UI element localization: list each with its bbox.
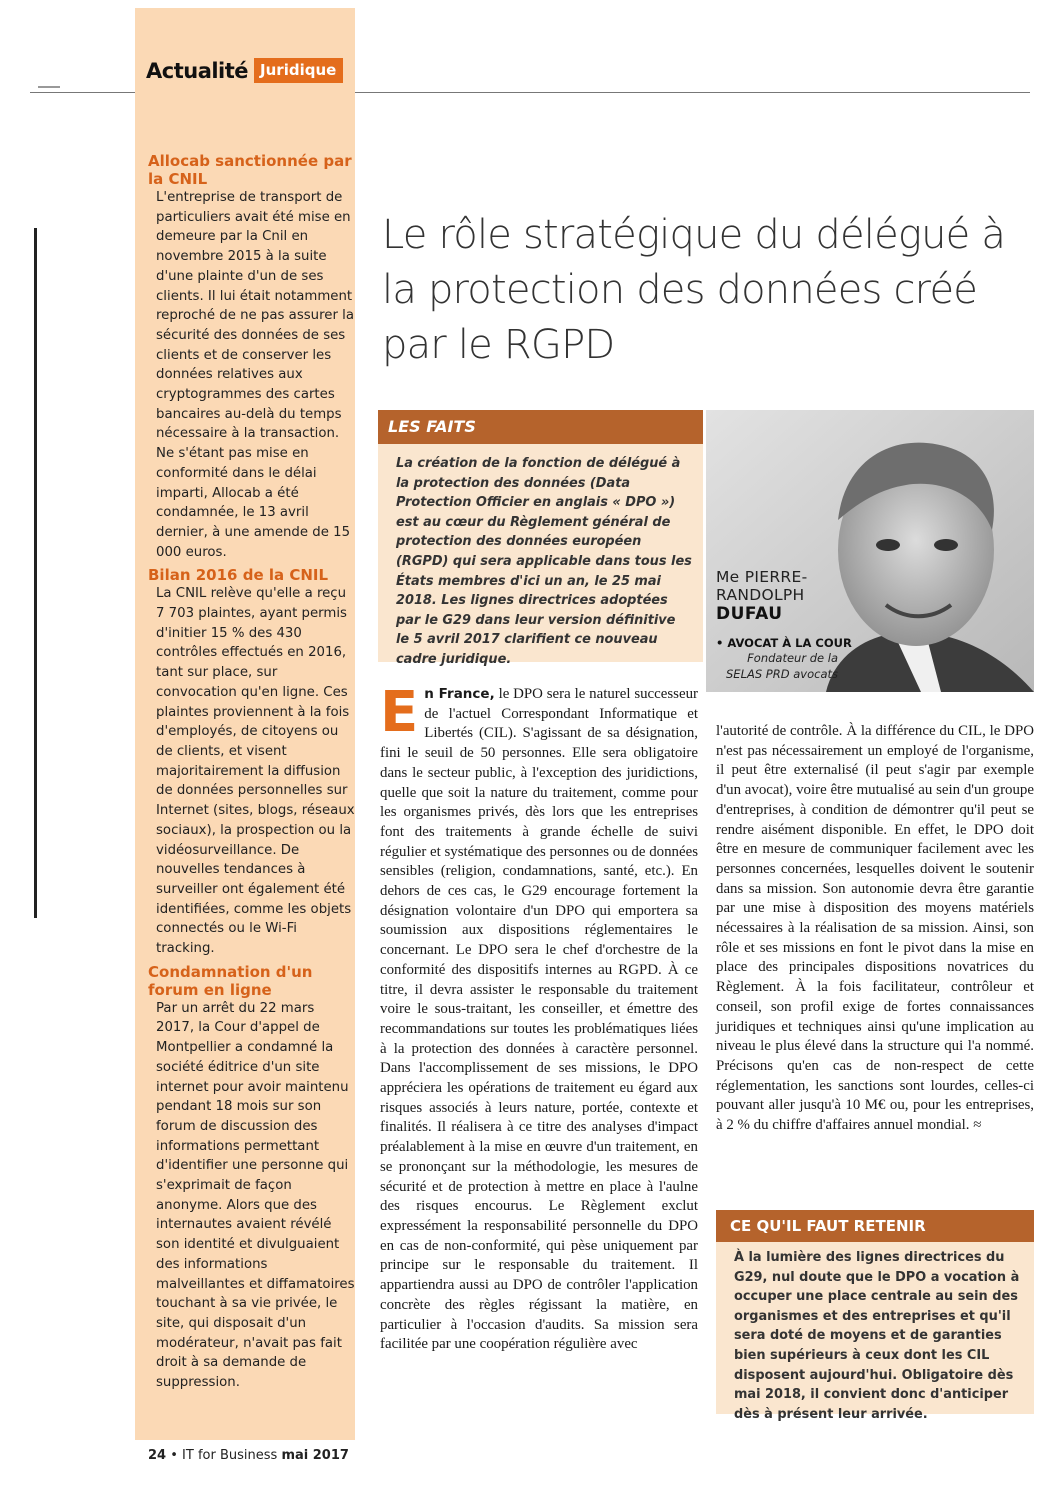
retenir-heading: CE QU'IL FAUT RETENIR — [716, 1210, 1034, 1242]
faits-text: La création de la fonction de délégué à la protection des données (Data Protection Officier en anglais « DPO ») est au cœur du Règlement général de protection des données européen (RGPD) qui sera applicable dans tous les États membres d'ici un an, le 25 mai 2018. Les lignes directrices adoptées par le G29 dans leur version définitive le 5 avril 2017 clarifient ce nouveau cadre juridique. — [378, 444, 703, 662]
section-tag: Juridique — [254, 58, 343, 83]
scan-mark — [38, 86, 60, 88]
author-caption — [716, 568, 852, 682]
author-firstname-2: RANDOLPH — [716, 586, 805, 604]
lead-in: n France, — [424, 686, 495, 702]
news-text: L'entreprise de transport de particuliers avait été mise en demeure par la Cnil en novembre 2015 à la suite d'une plainte d'un de ses clients. Il lui était notamment reproché de ne pas assurer la sécurité des données de ses clients et de conserver les données relatives aux cryptogrammes des cartes bancaires au-delà du temps nécessaire à la transaction. Ne s'étant pas mise en conformité dans le délai imparti, Allocab a été condamnée, le 13 avril dernier, à une amende de 15 000 euros. — [156, 190, 354, 560]
scan-edge — [34, 228, 37, 918]
column-1-text: le DPO sera le naturel successeur de l'actuel Correspondant Informatique et Libertés (CIL). S'agissant de sa désignation, fini le seuil de 50 personnes. Elle sera obligatoire dans le secteur public, à l'exception des juridictions, quelle que soit la nature du traitement, comme pour les organismes privés, dès lors que les entreprises font des traitements à grande échelle de suivi régulier et systématique des personnes ou de données sensibles (religion, condamnations, santé, etc.). En dehors de ces cas, le G29 encourage fortement la désignation volontaire d'un DPO qui emportera sa soumission aux dispositions réglementaires le concernant. Le DPO sera le chef d'orchestre de la conformité des dispositifs internes au RGPD. À ce titre, il devra assister le responsable du traitement voire le sous-traitant, les conseiller, et émettre des recommandations sur toutes les problématiques liées à la protection des données à caractère personnel. Dans l'accomplissement de ses missions, le DPO appréciera les opérations de traitement eu égard aux risques associés à leurs nature, portée, contexte et finalités. Il réalisera à ce titre des analyses d'impact préalablement à la mise en œuvre d'un traitement, en se prononçant sur la méthodologie, les mesures de sécurité et de protection à mettre en place à l'aulne des risques encourus. Le Règlement exclut expressément la responsabilité personnelle du DPO en cas de non-conformité, qui pèse uniquement par principe sur le responsable du traitement. Il appartiendra aussi au DPO de contrôler l'application concrète des règles régissant la matière, en particulier à l'occasion d'audits. Sa mission sera facilitée par une coopération régulière avec — [380, 686, 698, 1353]
news-heading: Condamnation d'un forum en ligne — [148, 962, 313, 999]
retenir-text: À la lumière des lignes directrices du G29, nul doute que le DPO a vocation à occuper une place centrale au sein des organismes et des entreprises et qu'il sera doté de moyens et de garanties bien supérieurs à ceux dont les CIL disposent aujourd'hui. Obligatoire dès mai 2018, il convient donc d'anticiper dès à présent leur arrivée. — [716, 1242, 1034, 1414]
publication-name: IT for Business — [182, 1448, 278, 1463]
news-heading: Allocab sanctionnée par la CNIL — [148, 152, 352, 188]
news-text: Par un arrêt du 22 mars 2017, la Cour d'appel de Montpellier a condamné la société éditrice d'un site internet pour avoir maintenu pendant 18 mois sur son forum de discussion des informations permettant d'identifier une personne qui s'exprimait de façon anonyme. Alors que des internautes avaient révélé son identité et divulguaient des informations malveillantes et diffamatoires touchant à sa vie privée, le site, qui disposait d'un modérateur, n'avait pas fait droit à sa demande de suppression. — [156, 1000, 355, 1391]
author-firstname: Me PIERRE- — [716, 568, 808, 586]
section-header — [146, 58, 343, 83]
news-heading: Bilan 2016 de la CNIL — [148, 566, 329, 585]
author-role-text: AVOCAT À LA COUR — [727, 636, 852, 650]
article-title: Le rôle stratégique du délégué à la protection des données créé par le RGPD — [382, 212, 1006, 368]
page-number: 24 — [148, 1448, 167, 1463]
news-item — [148, 566, 356, 958]
issue-date: mai 2017 — [281, 1448, 349, 1463]
author-surname: DUFAU — [716, 604, 783, 624]
faits-heading: LES FAITS — [378, 410, 703, 444]
news-item — [148, 963, 356, 1393]
news-text: La CNIL relève qu'elle a reçu 7 703 plaintes, ayant permis d'initier 15 % des 430 contrôles effectués en 2016, tant sur place, sur convocation qu'en ligne. Ces plaintes proviennent à la fois d'employés, de citoyens ou de clients, et visent majoritairement la diffusion de données personnelles sur Internet (sites, blogs, réseaux sociaux), la prospection ou la vidéosurveillance. De nouvelles tendances à surveiller ont également été identifiées, comme les objets connectés ou le Wi-Fi tracking. — [156, 586, 355, 957]
drop-cap: E — [380, 680, 419, 745]
article-column-2: l'autorité de contrôle. À la différence du CIL, le DPO n'est pas nécessairement un employé de l'organisme, il peut être externalisé (il peut s'agir par exemple d'un avocat), voire être mutualisé au sein d'un groupe d'entreprises, à condition de démontrer qu'il peut se rendre aisément disponible. En effet, le DPO doit être en mesure de communiquer facilement avec les personnes concernées, lesquelles doivent le soutenir dans sa mission. Son autonomie devra être garantie par une mise à disposition des moyens matériels nécessaires à la réalisation de sa mission. Ainsi, son rôle et ses missions en font le pivot dans la mise en place des principales dispositions novatrices du Règlement. À la fois facilitateur, contrôleur et conseil, son profil exige de fortes connaissances juridiques et techniques ainsi qu'une implication au niveau le plus élevé dans la structure qui l'a nommé. Précisons qu'en cas de non-respect de cette réglementation, les sanctions sont lourdes, celles-ci pouvant aller jusqu'à 10 M€ ou, pour les entreprises, à 2 % du chiffre d'affaires annuel mondial. ≈ — [716, 723, 1034, 1134]
article-column-1 — [380, 680, 698, 1355]
bullet-separator: • — [170, 1448, 178, 1463]
author-subtitle: Fondateur de la SELAS PRD avocats — [726, 651, 838, 681]
news-item — [148, 152, 356, 562]
sidebar-news — [148, 152, 356, 1397]
page-footer — [148, 1448, 349, 1463]
section-title: Actualité — [146, 58, 249, 83]
author-role: • AVOCAT À LA COUR — [716, 636, 852, 650]
